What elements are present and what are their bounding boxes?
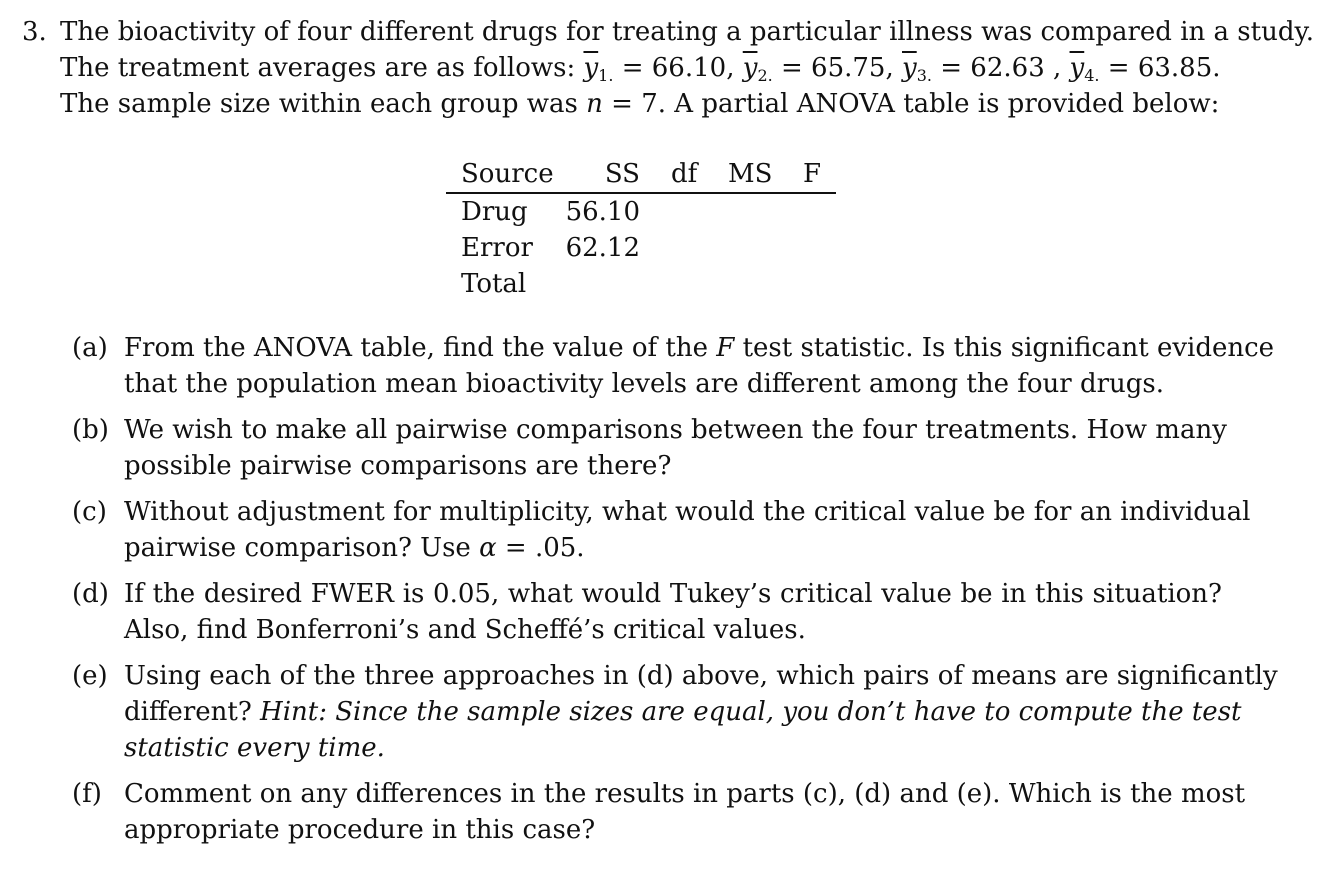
part-label: (b) xyxy=(72,415,109,445)
part-label: (d) xyxy=(72,579,109,609)
part-label: (a) xyxy=(72,333,108,363)
anova-row-drug xyxy=(446,194,836,230)
header-df: df xyxy=(671,159,698,189)
anova-row-error xyxy=(446,230,836,266)
question-line-1: The bioactivity of four different drugs for treating a particular illness was compared in a study. xyxy=(60,17,1314,47)
part-text: From the ANOVA table, find the value of the F test statistic. Is this significant evidence that the population mean bioactivity levels are different among the four drugs. xyxy=(124,333,1275,399)
part-text: Without adjustment for multiplicity, what would the critical value be for an individual pairwise comparison? Use α = .05. xyxy=(124,497,1251,563)
anova-row-total xyxy=(446,266,836,302)
header-f: F xyxy=(803,159,822,189)
mean-4: $\overline{y}_{4.} = 63.85$. xyxy=(1069,53,1221,85)
header-source: Source xyxy=(461,159,554,189)
row-source: Drug xyxy=(461,197,528,227)
row-source: Total xyxy=(461,269,527,299)
mean-1: $\overline{y}_{1.} = 66.10$, xyxy=(583,53,735,85)
header-ms: MS xyxy=(728,159,773,189)
row-ss: 62.12 xyxy=(565,233,640,263)
anova-header-row xyxy=(446,156,836,194)
question-line-2 xyxy=(60,50,1220,86)
hint-text: Hint: Since the sample sizes are equal, you don’t have to compute the test xyxy=(260,697,1242,727)
mean-3: $\overline{y}_{3.} = 62.63$ , xyxy=(902,53,1062,85)
row-source: Error xyxy=(461,233,533,263)
part-label: (c) xyxy=(72,497,107,527)
part-text: If the desired FWER is 0.05, what would Tukey’s critical value be in this situation? Also, find Bonferroni’s and Scheffé’s critical values. xyxy=(124,579,1222,645)
part-label: (e) xyxy=(72,661,108,691)
question-number: 3. xyxy=(22,17,47,47)
part-text: Comment on any differences in the results in parts (c), (d) and (e). Which is the most appropriate procedure in this case? xyxy=(124,779,1246,845)
n-symbol: n xyxy=(586,89,603,119)
part-text: We wish to make all pairwise comparisons between the four treatments. How many possible pairwise comparisons are there? xyxy=(124,415,1227,481)
means-intro: The treatment averages are as follows: xyxy=(60,53,576,83)
row-ss: 56.10 xyxy=(565,197,640,227)
question-line-3: The sample size within each group was n = 7. A partial ANOVA table is provided below: xyxy=(60,89,1220,119)
part-label: (f) xyxy=(72,779,102,809)
part-text: Using each of the three approaches in (d) above, which pairs of means are significantly different? Hint: Since the sample sizes are equal, you don’t have to compute the test statistic every time. xyxy=(124,661,1278,763)
header-ss: SS xyxy=(604,159,640,189)
mean-2: $\overline{y}_{2.} = 65.75$, xyxy=(742,53,894,85)
anova-table xyxy=(446,156,836,302)
n-value: = 7. xyxy=(611,89,667,119)
